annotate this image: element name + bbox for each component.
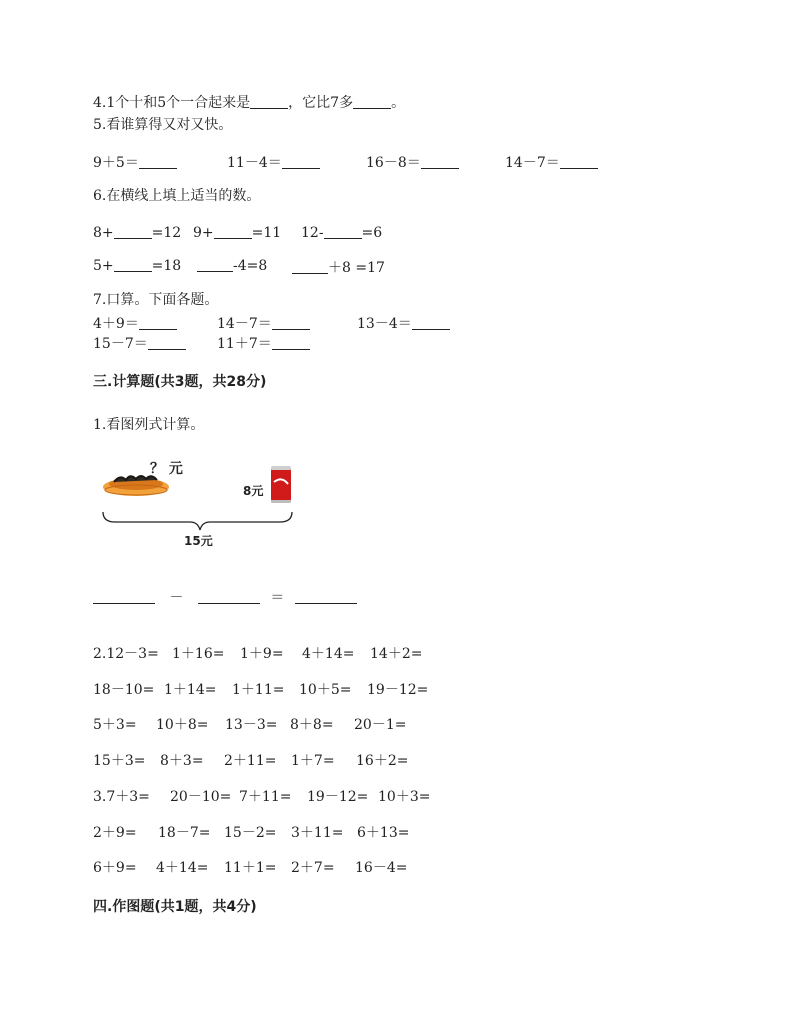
q7-item: 11＋7＝ (217, 333, 310, 353)
answer-blank[interactable] (292, 259, 328, 274)
answer-blank[interactable] (148, 335, 186, 350)
fill-item: 12- =6 (301, 225, 383, 241)
fill-item: 8+ =12 (93, 225, 182, 241)
q5-item: 11－4＝ (227, 152, 320, 172)
question-4 (93, 94, 405, 112)
calc-item: 3＋11= (291, 825, 344, 841)
q4-text-b: ，它比7多 (288, 95, 354, 111)
q7-item: 14－7＝ (217, 313, 310, 333)
answer-blank[interactable] (198, 589, 260, 604)
answer-blank[interactable] (324, 224, 362, 239)
food-plate-icon (103, 476, 169, 496)
calc-item: 2.12－3= (93, 646, 159, 662)
q5-item: 16－8＝ (366, 152, 459, 172)
answer-blank[interactable] (421, 154, 459, 169)
calc-item: 20－10= (170, 789, 232, 805)
calc-item: 4＋14= (302, 646, 355, 662)
c1-title: 1.看图列式计算。 (93, 417, 205, 433)
answer-blank[interactable] (295, 589, 357, 604)
calc-item: 18－10= (93, 682, 155, 698)
q7-item: 4＋9＝ (93, 313, 177, 333)
answer-blank[interactable] (139, 154, 177, 169)
answer-blank[interactable] (412, 315, 450, 330)
section-4-title: 四.作图题(共1题，共4分) (93, 899, 257, 915)
q5-item: 9＋5＝ (93, 152, 177, 172)
q7-item: 15－7＝ (93, 333, 186, 353)
answer-blank[interactable] (272, 315, 310, 330)
answer-blank[interactable] (214, 224, 252, 239)
calc-item: 15－2= (224, 825, 277, 841)
answer-blank[interactable] (250, 94, 288, 109)
calc-item: 1＋16= (172, 646, 225, 662)
calc-item: 1＋9= (240, 646, 284, 662)
q7-item: 13－4＝ (357, 313, 450, 333)
total-price-label: 15元 (184, 534, 213, 548)
answer-blank[interactable] (353, 94, 391, 109)
calc-item: 14＋2= (370, 646, 423, 662)
calc-item: 19－12= (307, 789, 369, 805)
calc-item: 8＋3= (160, 753, 204, 769)
calc-item: 18－7= (158, 825, 211, 841)
calc-item: 13－3= (225, 717, 278, 733)
answer-blank[interactable] (282, 154, 320, 169)
calc-item: 2＋7= (291, 860, 335, 876)
price-illustration (100, 452, 310, 552)
fill-item: -4=8 (197, 257, 267, 274)
calc-item: 11＋1= (224, 860, 277, 876)
calc-item: 4＋14= (156, 860, 209, 876)
calc-item: 16＋2= (356, 753, 409, 769)
fill-item: 5+ =18 (93, 258, 182, 274)
fill-item: 9+ =11 (193, 225, 282, 241)
minus-sign: － (169, 590, 184, 606)
calc-item: 16－4= (355, 860, 408, 876)
soda-can-icon (271, 466, 291, 503)
calc-item: 15＋3= (93, 753, 146, 769)
calc-item: 19－12= (367, 682, 429, 698)
answer-blank[interactable] (197, 257, 233, 272)
calc-item: 8＋8= (290, 717, 334, 733)
fill-item: ＋8 =17 (292, 257, 385, 277)
answer-blank[interactable] (560, 154, 598, 169)
q7-title: 7.口算。下面各题。 (93, 292, 219, 308)
unknown-price-label: ？ 元 (150, 461, 183, 477)
answer-blank[interactable] (114, 224, 152, 239)
calc-item: 1＋7= (291, 753, 335, 769)
q5-item: 14－7＝ (505, 152, 598, 172)
calc-item: 10＋5= (299, 682, 352, 698)
calc-item: 3.7＋3= (93, 789, 150, 805)
q6-title: 6.在横线上填上适当的数。 (93, 188, 261, 204)
calc-item: 7＋11= (239, 789, 292, 805)
calc-item: 1＋14= (164, 682, 217, 698)
answer-blank[interactable] (114, 257, 152, 272)
equation-row (93, 587, 357, 607)
answer-blank[interactable] (93, 589, 155, 604)
q5-title: 5.看谁算得又对又快。 (93, 117, 233, 133)
calc-item: 2＋9= (93, 825, 137, 841)
answer-blank[interactable] (272, 335, 310, 350)
calc-item: 10＋3= (378, 789, 431, 805)
q4-text-c: 。 (391, 95, 406, 111)
q4-text-a: 4.1个十和5个一合起来是 (93, 95, 251, 111)
calc-item: 6＋9= (93, 860, 137, 876)
calc-item: 5＋3= (93, 717, 137, 733)
calc-item: 2＋11= (224, 753, 277, 769)
section-3-title: 三.计算题(共3题，共28分) (93, 374, 267, 390)
answer-blank[interactable] (139, 315, 177, 330)
calc-item: 20－1= (354, 717, 407, 733)
calc-item: 6＋13= (357, 825, 410, 841)
drink-price-label: 8元 (243, 484, 264, 498)
calc-item: 10＋8= (156, 717, 209, 733)
equals-sign: ＝ (270, 590, 285, 606)
calc-item: 1＋11= (232, 682, 285, 698)
total-brace (103, 512, 292, 530)
